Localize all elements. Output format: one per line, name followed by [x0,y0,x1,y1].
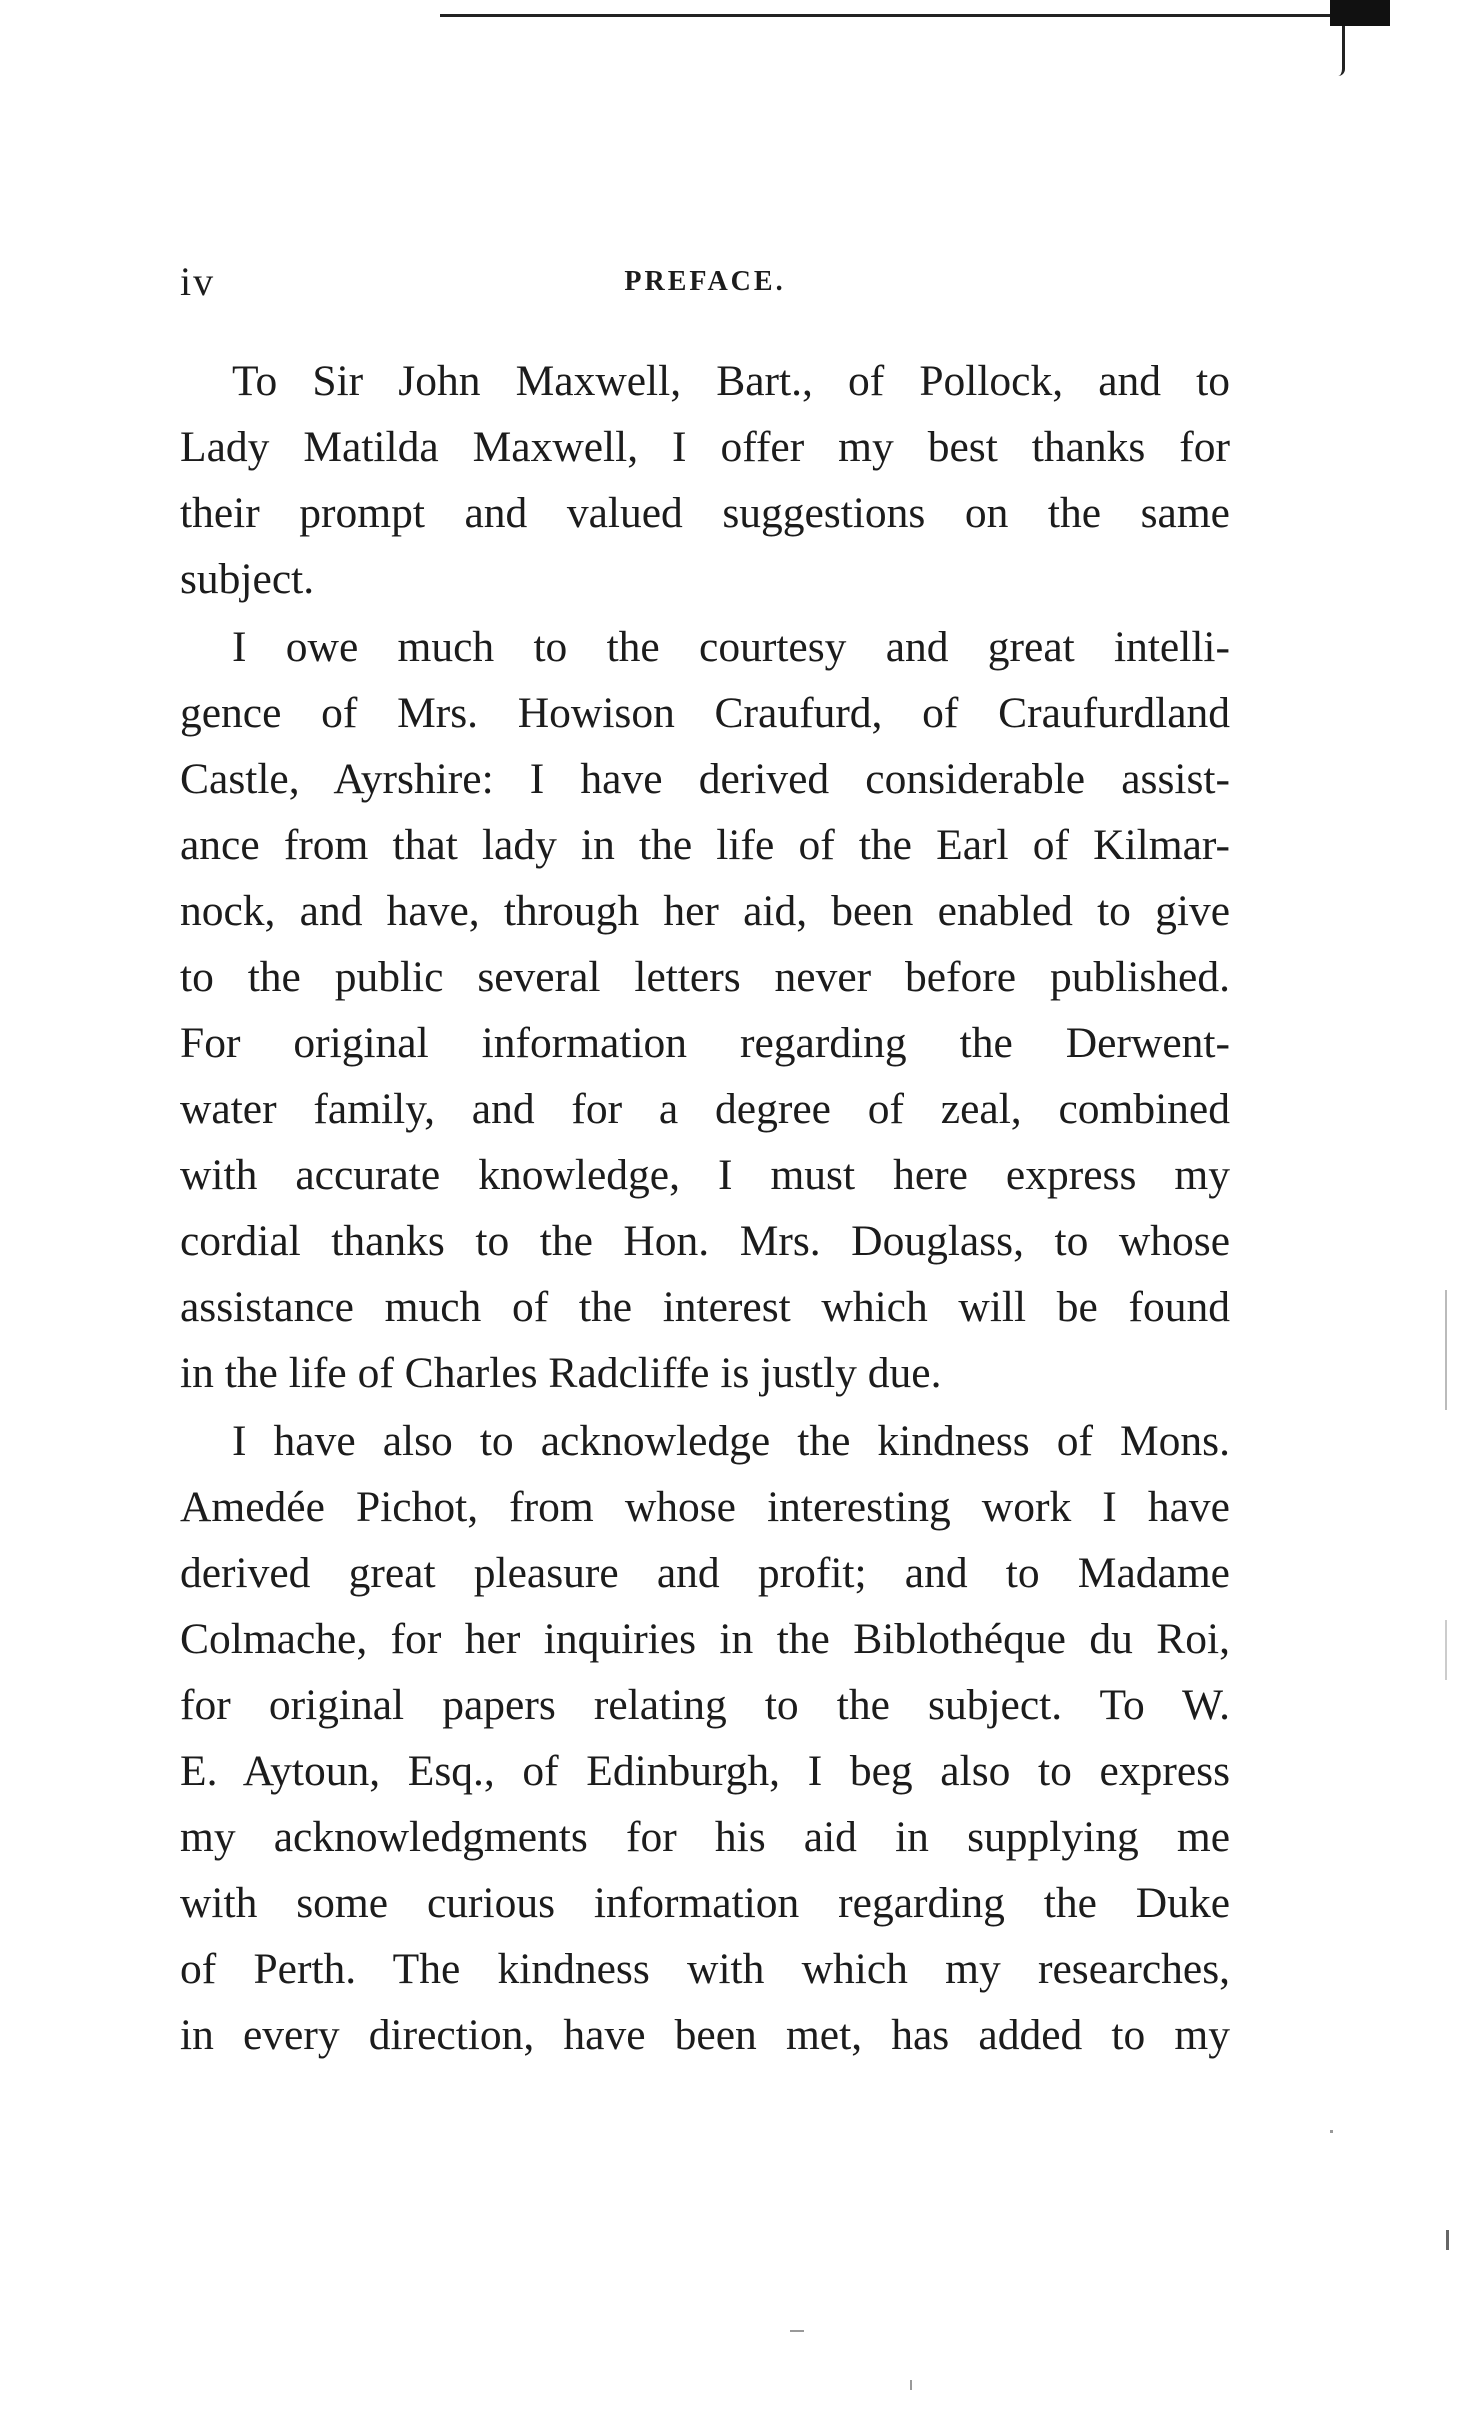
scan-speck [910,2380,912,2390]
paragraph-1 [180,348,1230,612]
text-line: to the public several letters never before published. [180,953,1230,1001]
text-line: subject. [180,555,315,603]
text-line: derived great pleasure and profit; and to Madame [180,1549,1230,1597]
text-line: in every direction, have been met, has added to my [180,2011,1230,2059]
scan-speck [1446,2230,1449,2250]
text-line: To Sir John Maxwell, Bart., of Pollock, and to [232,357,1230,405]
paragraph-2 [180,614,1230,1406]
page-header [180,258,1230,308]
scan-speck [790,2330,804,2332]
text-line: their prompt and valued suggestions on the same [180,489,1230,537]
text-line: nock, and have, through her aid, been enabled to give [180,887,1230,935]
text-line: Amedée Pichot, from whose interesting work I have [180,1483,1230,1531]
text-line: with accurate knowledge, I must here express my [180,1151,1230,1199]
scan-speck [1445,1620,1447,1680]
text-line: Lady Matilda Maxwell, I offer my best thanks for [180,423,1230,471]
text-line: ance from that lady in the life of the Earl of Kilmar- [180,821,1230,869]
top-scan-hook [1338,26,1345,76]
text-line: my acknowledgments for his aid in supplying me [180,1813,1230,1861]
text-line: I owe much to the courtesy and great intelli- [232,623,1230,671]
text-line: For original information regarding the Derwent- [180,1019,1230,1067]
scan-speck [1445,1290,1447,1410]
text-line: I have also to acknowledge the kindness of Mons. [232,1417,1230,1465]
text-line: E. Aytoun, Esq., of Edinburgh, I beg also to express [180,1747,1230,1795]
text-line: in the life of Charles Radcliffe is justly due. [180,1349,942,1397]
text-line: gence of Mrs. Howison Craufurd, of Craufurdland [180,689,1230,737]
text-line: for original papers relating to the subject. To W. [180,1681,1230,1729]
body-text [180,348,1230,2068]
text-line: Colmache, for her inquiries in the Biblothéque du Roi, [180,1615,1230,1663]
text-line: Castle, Ayrshire: I have derived considerable assist- [180,755,1230,803]
text-line: of Perth. The kindness with which my researches, [180,1945,1230,1993]
paragraph-3 [180,1408,1230,2068]
text-line: with some curious information regarding the Duke [180,1879,1230,1927]
scan-speck [1330,2130,1333,2133]
text-line: cordial thanks to the Hon. Mrs. Douglass, to whose [180,1217,1230,1265]
top-scan-rule [440,14,1355,17]
top-scan-edge [1330,0,1390,26]
text-line: assistance much of the interest which will be found [180,1283,1230,1331]
page-number: iv [180,259,216,304]
text-line: water family, and for a degree of zeal, combined [180,1085,1230,1133]
running-title: PREFACE. [624,266,786,297]
